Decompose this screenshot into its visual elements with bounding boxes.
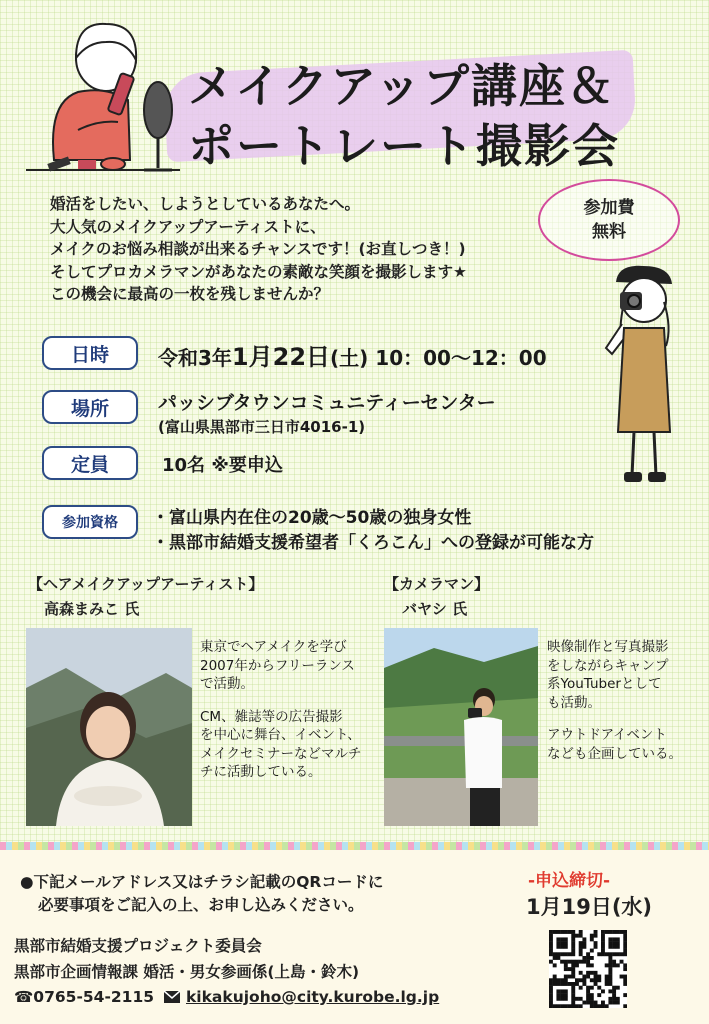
- page-title-line2: ポートレート撮影会: [188, 119, 620, 173]
- capacity-label: 定員: [42, 446, 138, 480]
- intro-text: [50, 193, 550, 306]
- photographer-bio: [547, 638, 682, 777]
- organizer-section: 黒部市企画情報課 婚活・男女参画係(上島・鈴木): [14, 963, 360, 981]
- photographer-photo: [384, 628, 538, 826]
- date-time: 10：00〜12：00: [375, 346, 547, 370]
- artist-bio-line: 2007年からフリーランス: [200, 657, 355, 674]
- place-name: パッシブタウンコミュニティーセンター: [158, 392, 496, 414]
- date-prefix: 令和3年: [158, 346, 232, 370]
- intro-line: この機会に最高の一枚を残しませんか？: [50, 285, 330, 303]
- artist-bio-line: CM、雑誌等の広告撮影: [200, 708, 343, 725]
- deadline-title: -申込締切-: [528, 871, 611, 891]
- eligibility-item-2: ・黒部市結婚支援希望者「くろこん」への登録が可能な方: [152, 533, 594, 553]
- photographer-name: バヤシ 氏: [402, 600, 468, 618]
- mail-icon: [163, 989, 181, 1008]
- photographer-bio-line: なども企画している。: [547, 745, 682, 762]
- artist-bio-line: メイクセミナーなどマルチ: [200, 745, 362, 762]
- makeup-woman-illustration: [18, 10, 188, 185]
- capacity-value: 10名 ※要申込: [162, 455, 283, 476]
- eligibility-item-1: ・富山県内在住の20歳〜50歳の独身女性: [152, 508, 472, 528]
- date-main: 1月22日: [231, 343, 331, 371]
- place-label: 場所: [42, 390, 138, 424]
- apply-instruction-1: ●下記メールアドレス又はチラシ記載のQRコードに: [20, 873, 384, 891]
- intro-line: 婚活をしたい、しようとしているあなたへ。: [50, 195, 361, 213]
- artist-bio: [200, 638, 361, 796]
- qr-code[interactable]: [549, 930, 627, 1008]
- photographer-bio-line: をしながらキャンプ: [547, 657, 669, 674]
- date-day: (土): [330, 346, 369, 370]
- artist-bio-line: 東京でヘアメイクを学び: [200, 639, 347, 655]
- intro-line: 大人気のメイクアップアーティストに、: [50, 217, 326, 236]
- photographer-bio-line: 系YouTuberとして: [547, 676, 662, 692]
- organizer-name: 黒部市結婚支援プロジェクト委員会: [14, 937, 262, 955]
- eligibility-label: 参加資格: [42, 505, 138, 539]
- artist-role: 【ヘアメイクアップアーティスト】: [28, 575, 264, 593]
- fee-value: 無料: [592, 222, 626, 242]
- photographer-role: 【カメラマン】: [384, 575, 490, 593]
- place-address: (富山県黒部市三日市4016-1): [158, 418, 366, 436]
- apply-instruction-2: 必要事項をご記入の上、お申し込みください。: [38, 896, 364, 914]
- photographer-bio-line: 映像制作と写真撮影: [547, 639, 669, 655]
- artist-bio-line: チに活動している。: [200, 764, 322, 780]
- artist-bio-line: を中心に舞台、イベント、: [200, 727, 361, 743]
- date-value: [158, 337, 547, 372]
- photographer-bio-line: も活動。: [547, 694, 601, 711]
- fee-badge: [538, 179, 680, 261]
- phone-number: ☎0765-54-2115: [14, 988, 155, 1006]
- date-label: 日時: [42, 336, 138, 370]
- intro-line: メイクのお悩み相談が出来るチャンスです！(お直しつき！): [50, 240, 466, 258]
- footer-divider: [0, 842, 709, 850]
- page-title-line1: メイクアップ講座＆: [188, 59, 615, 113]
- photographer-woman-illustration: [598, 262, 688, 502]
- intro-line: そしてプロカメラマンがあなたの素敵な笑顔を撮影します★: [50, 262, 467, 281]
- email-link[interactable]: kikakujoho@city.kurobe.lg.jp: [186, 988, 440, 1006]
- photographer-bio-line: アウトドアイベント: [547, 727, 667, 743]
- artist-photo: [26, 628, 192, 826]
- artist-name: 高森まみこ 氏: [44, 600, 140, 618]
- artist-bio-line: で活動。: [200, 676, 254, 692]
- deadline-date: 1月19日(水): [526, 895, 653, 919]
- fee-label: 参加費: [583, 198, 635, 218]
